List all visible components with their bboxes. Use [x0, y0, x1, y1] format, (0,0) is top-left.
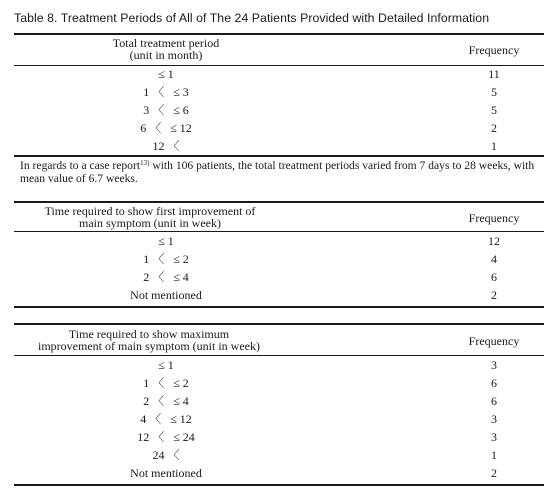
row-frequency: 3 — [491, 430, 497, 444]
note-text-start: In regards to a case report — [20, 159, 141, 172]
table-bottom-rule — [14, 306, 544, 308]
table-row — [14, 286, 544, 304]
column-header-time — [20, 205, 280, 229]
row-label: Not mentioned — [130, 288, 202, 302]
column-header-frequency: Frequency — [468, 334, 520, 348]
header-line-1: Total treatment period — [112, 36, 220, 50]
row-frequency: 1 — [491, 139, 497, 153]
row-label: 1 〈 ≤ 2 — [143, 376, 189, 390]
row-frequency: 4 — [491, 252, 497, 266]
row-label: 4 〈 ≤ 12 — [140, 412, 192, 426]
column-header-period — [44, 37, 288, 61]
table-row — [14, 250, 544, 268]
table-bottom-rule — [14, 155, 544, 157]
row-frequency: 11 — [488, 67, 500, 81]
reference-marker: 13) — [140, 159, 150, 167]
table-row — [14, 464, 544, 482]
table-row — [14, 410, 544, 428]
row-frequency: 5 — [491, 85, 497, 99]
row-label: 6 〈 ≤ 12 — [140, 121, 192, 135]
table-row — [14, 119, 544, 137]
row-label: ≤ 1 — [158, 358, 174, 372]
row-frequency: 3 — [491, 358, 497, 372]
table-row — [14, 65, 544, 83]
row-frequency: 12 — [488, 234, 500, 248]
row-label: ≤ 1 — [158, 67, 174, 81]
row-label: 2 〈 ≤ 4 — [143, 270, 189, 284]
row-frequency: 1 — [491, 448, 497, 462]
table-row — [14, 446, 544, 464]
row-frequency: 6 — [491, 394, 497, 408]
row-label: 12 〈 — [152, 139, 180, 153]
table-caption: Table 8. Treatment Periods of All of The 24 Patients Provided with Detailed Information — [14, 11, 490, 25]
row-label: 1 〈 ≤ 2 — [143, 252, 189, 266]
header-line-2: (unit in month) — [129, 48, 203, 62]
table-row — [14, 268, 544, 286]
table-row — [14, 392, 544, 410]
row-label: 1 〈 ≤ 3 — [143, 85, 189, 99]
row-label: 3 〈 ≤ 6 — [143, 103, 189, 117]
table-row — [14, 374, 544, 392]
table-row — [14, 232, 544, 250]
table-row — [14, 101, 544, 119]
table-row — [14, 356, 544, 374]
header-line-2: improvement of main symptom (unit in week) — [38, 339, 260, 353]
header-line-2: main symptom (unit in week) — [79, 216, 221, 230]
row-frequency: 2 — [491, 121, 497, 135]
table-top-rule — [14, 201, 544, 203]
row-frequency: 6 — [491, 270, 497, 284]
row-label: ≤ 1 — [158, 234, 174, 248]
row-label: Not mentioned — [130, 466, 202, 480]
note-text-end: with 106 patients, the total treatment periods varied from 7 days to 28 weeks, with mean value of 6.7 weeks. — [20, 159, 535, 185]
case-report-note — [20, 160, 542, 185]
header-line-1: Time required to show first improvement of — [44, 204, 256, 218]
row-frequency: 6 — [491, 376, 497, 390]
table-row — [14, 83, 544, 101]
header-line-1: Time required to show maximum — [68, 327, 230, 341]
table-top-rule — [14, 323, 544, 325]
column-header-frequency: Frequency — [468, 43, 520, 57]
column-header-time — [14, 328, 284, 352]
row-frequency: 5 — [491, 103, 497, 117]
row-label: 24 〈 — [152, 448, 180, 462]
table-bottom-rule — [14, 484, 544, 486]
table-row — [14, 137, 544, 155]
row-frequency: 2 — [491, 466, 497, 480]
table-row — [14, 428, 544, 446]
row-label: 2 〈 ≤ 4 — [143, 394, 189, 408]
row-label: 12 〈 ≤ 24 — [137, 430, 195, 444]
table-top-rule — [14, 33, 544, 35]
row-frequency: 2 — [491, 288, 497, 302]
row-frequency: 3 — [491, 412, 497, 426]
column-header-frequency: Frequency — [468, 211, 520, 225]
